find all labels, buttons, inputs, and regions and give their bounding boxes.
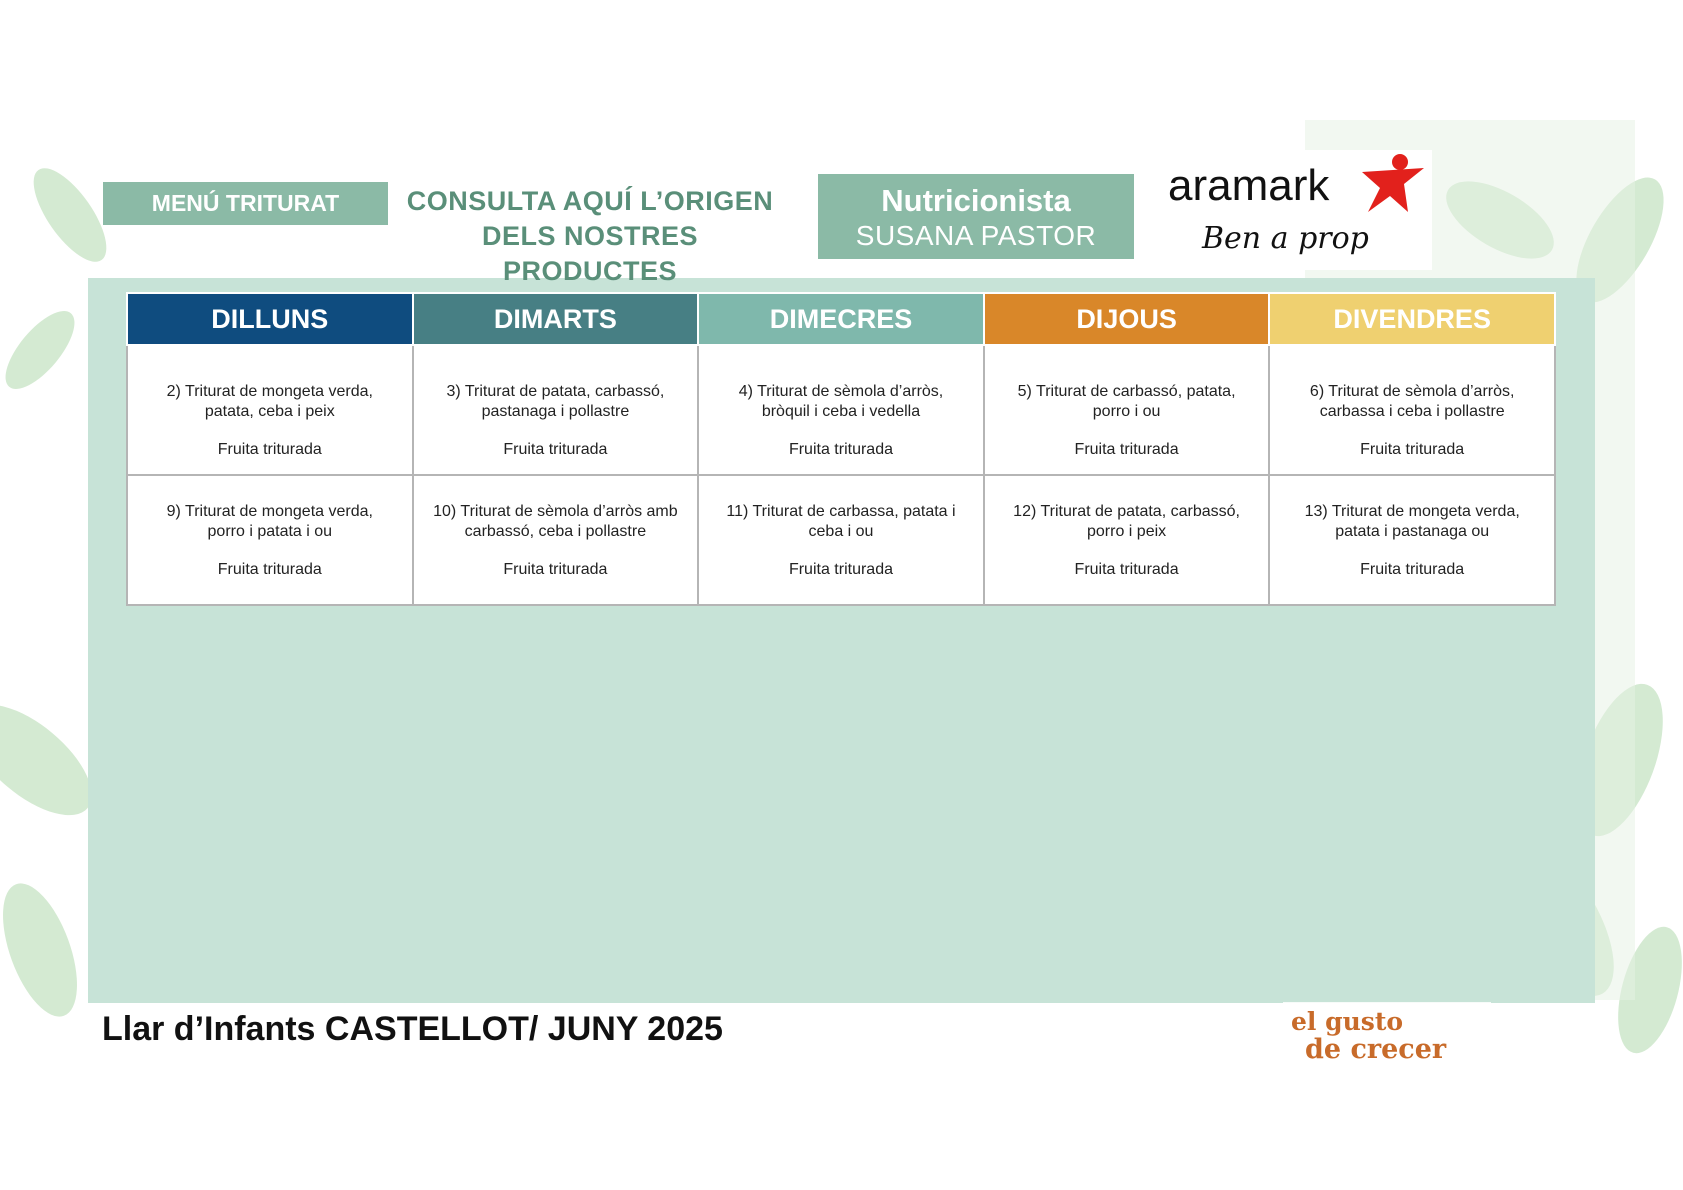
aramark-wordmark: aramark — [1168, 161, 1330, 210]
dish-text: 11) Triturat de carbassa, patata i ceba i ou — [726, 503, 956, 540]
menu-cell — [413, 345, 699, 475]
day-header-dimecres: DIMECRES — [698, 293, 984, 345]
origin-line-2: DELS NOSTRES PRODUCTES — [481, 221, 699, 286]
dish-text: 9) Triturat de mongeta verda, porro i patata i ou — [166, 503, 373, 540]
origin-line-1: CONSULTA AQUÍ L’ORIGEN — [406, 186, 774, 216]
el-gusto-de-crecer-logo — [1283, 1002, 1491, 1068]
menu-cell — [984, 345, 1270, 475]
menu-cell — [1269, 475, 1555, 605]
menu-cell — [127, 475, 413, 605]
table-row — [127, 475, 1555, 605]
days-header-row — [127, 293, 1555, 345]
dish-text: 2) Triturat de mongeta verda, patata, ceba i peix — [166, 383, 373, 420]
menu-cell — [1269, 345, 1555, 475]
school-month-title: Llar d’Infants CASTELLOT/ JUNY 2025 — [102, 1010, 723, 1048]
table-row — [127, 345, 1555, 475]
weekly-menu-table — [126, 292, 1556, 606]
nutritionist-name: SUSANA PASTOR — [855, 220, 1097, 251]
dessert-text: Fruita triturada — [503, 441, 608, 458]
menu-cell — [984, 475, 1270, 605]
dish-text: 12) Triturat de patata, carbassó, porro i peix — [1013, 503, 1240, 540]
dessert-text: Fruita triturada — [503, 561, 608, 578]
day-header-dilluns: DILLUNS — [127, 293, 413, 345]
dessert-text: Fruita triturada — [1074, 561, 1179, 578]
dessert-text: Fruita triturada — [1360, 561, 1465, 578]
day-header-dijous: DIJOUS — [984, 293, 1270, 345]
aramark-logo — [1162, 150, 1432, 270]
nutritionist-label: Nutricionista — [881, 183, 1071, 218]
dessert-text: Fruita triturada — [1074, 441, 1179, 458]
logo-line-2: de crecer — [1305, 1034, 1447, 1065]
nutritionist-box — [818, 174, 1134, 259]
dessert-text: Fruita triturada — [788, 441, 893, 458]
day-header-divendres: DIVENDRES — [1269, 293, 1555, 345]
menu-type-label: MENÚ TRITURAT — [103, 182, 388, 225]
dessert-text: Fruita triturada — [1360, 441, 1465, 458]
logo-line-1: el gusto — [1291, 1007, 1404, 1036]
dessert-text: Fruita triturada — [788, 561, 893, 578]
dish-text: 6) Triturat de sèmola d’arròs, carbassa i ceba i pollastre — [1309, 383, 1515, 420]
menu-cell — [127, 345, 413, 475]
dish-text: 4) Triturat de sèmola d’arròs, bròquil i ceba i vedella — [738, 383, 944, 420]
day-header-dimarts: DIMARTS — [413, 293, 699, 345]
menu-cell — [413, 475, 699, 605]
dish-text: 5) Triturat de carbassó, patata, porro i ou — [1017, 383, 1236, 420]
dessert-text: Fruita triturada — [217, 441, 322, 458]
menu-cell — [698, 475, 984, 605]
dish-text: 10) Triturat de sèmola d’arròs amb carbassó, ceba i pollastre — [433, 503, 678, 540]
menu-cell — [698, 345, 984, 475]
aramark-tagline: Ben a prop — [1202, 221, 1369, 256]
dessert-text: Fruita triturada — [217, 561, 322, 578]
product-origin-link[interactable] — [395, 184, 785, 289]
dish-text: 13) Triturat de mongeta verda, patata i pastanaga ou — [1304, 503, 1520, 540]
dish-text: 3) Triturat de patata, carbassó, pastanaga i pollastre — [446, 383, 665, 420]
